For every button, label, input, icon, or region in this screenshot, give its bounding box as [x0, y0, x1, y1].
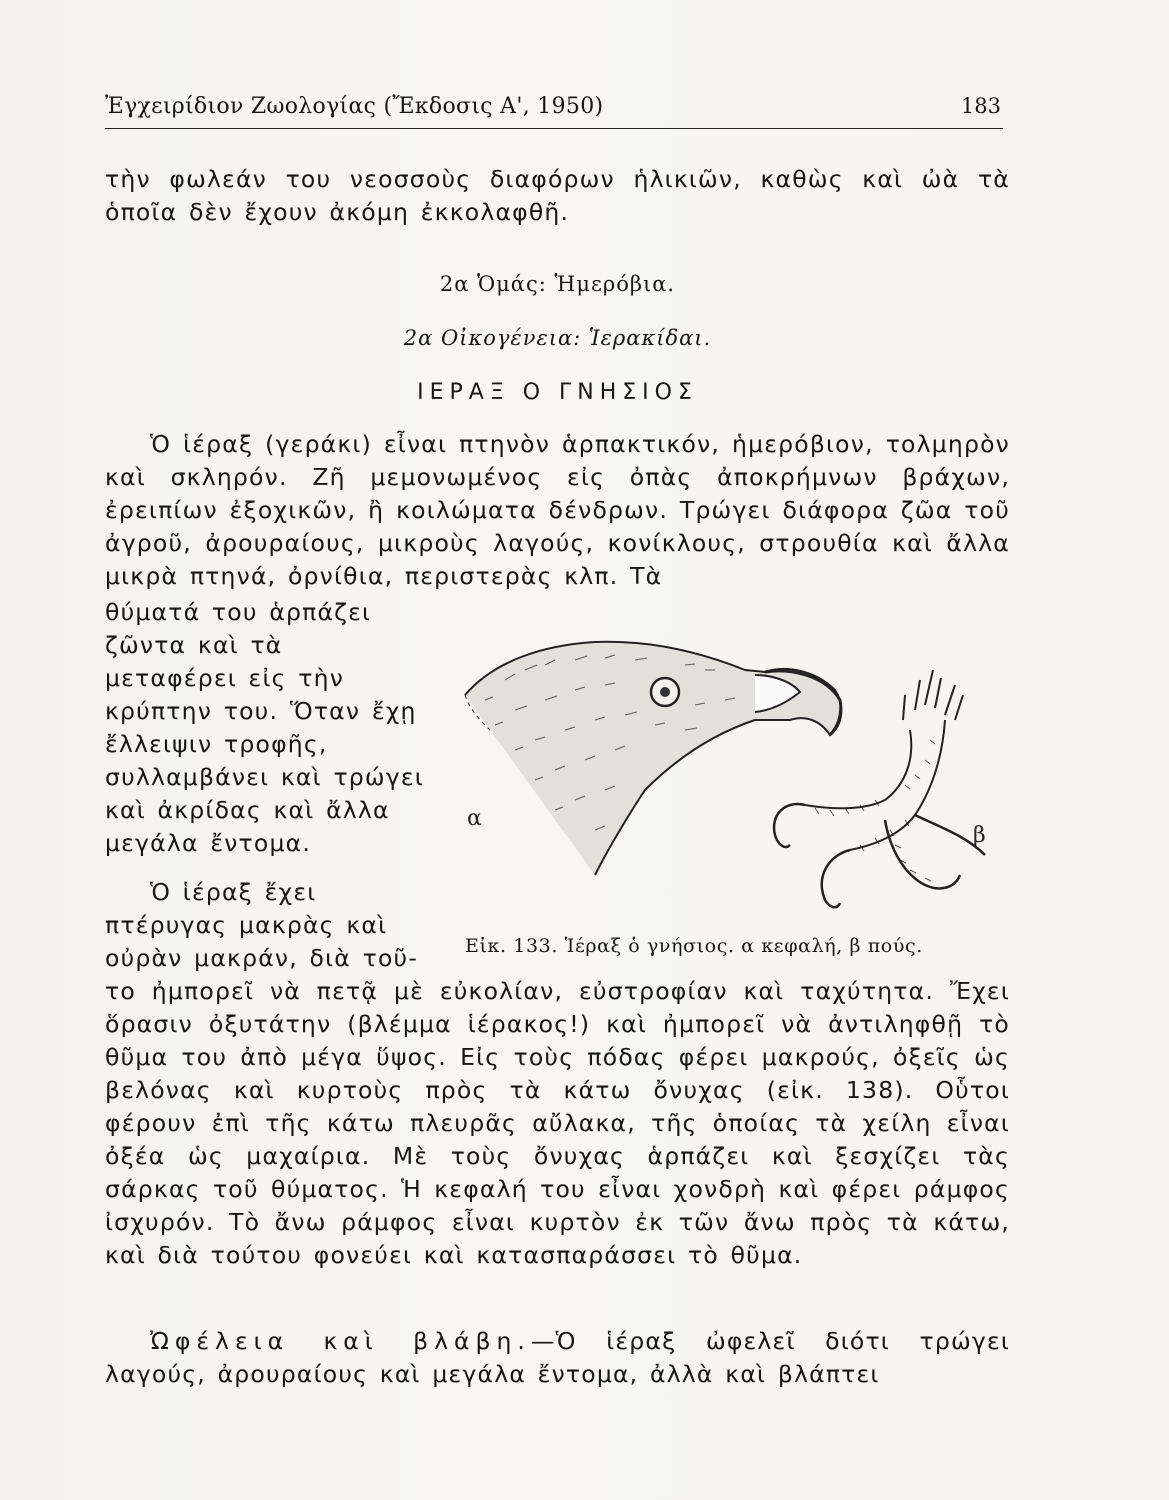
header-title: Ἐγχειρίδιον Ζωολογίας (Ἔκδοσις Α', 1950) — [105, 94, 604, 119]
family-heading: 2α Οἰκογένεια: Ἱερακίδαι. — [403, 326, 712, 350]
benefit-harm-lead: Ὠφέλεια καὶ βλάβη. — [150, 1327, 531, 1355]
figure-caption: Εἰκ. 133. Ἱέραξ ὁ γνήσιος. α κεφαλή, β πούς. — [465, 935, 923, 957]
page-number: 183 — [960, 94, 1001, 118]
label-b: β — [973, 823, 986, 848]
paragraph-continuation: τὴν φωλεάν του νεοσσοὺς διαφόρων ἡλικιῶν, καθὼς καὶ ὠὰ τὰ ὁποῖα δὲν ἔχουν ἀκόμη ἐκκολαφθῆ. — [105, 165, 1010, 226]
hawk-figure — [445, 620, 1005, 920]
species-heading: ΙΕΡΑΞ Ο ΓΝΗΣΙΟΣ — [417, 380, 698, 405]
label-a: α — [467, 806, 482, 831]
group-heading: 2α Ὁμάς: Ἡμερόβια. — [439, 272, 676, 296]
paragraph-description: Ὁ ἱέραξ (γεράκι) εἶναι πτηνὸν ἁρπακτικόν, ἡμερόβιον, τολμηρὸν καὶ σκληρόν. Ζῆ μεμονωμένος εἰς ὀπὰς ἀποκρήμνων βράχων, ἐρειπίων ἐξοχικῶν, ἢ κοιλώματα δένδρων. Τρώγει διάφορα ζῶα τοῦ ἀγροῦ, ἀρουραίους, μικροὺς λαγούς, κονίκλους, στρουθία καὶ ἄλλα μικρὰ πτηνά, ὀρνίθια, περιστερὰς κλπ. Τὰ — [105, 430, 1010, 590]
paragraph-description-wrap: θύματά του ἁρπάζει ζῶντα καὶ τὰ μεταφέρει εἰς τὴν κρύπτην του. Ὅταν ἔχῃ ἔλλειψιν τροφῆς, συλλαμβάνει καὶ τρώγει καὶ ἀκρίδας καὶ ἄλλα μεγάλα ἔντομα. — [105, 598, 424, 857]
hawk-head-icon — [465, 642, 841, 875]
paragraph-wings-wrap: Ὁ ἱέραξ ἔχει πτέρυγας μακρὰς καὶ οὐρὰν μακράν, διὰ τοῦ- — [105, 878, 419, 972]
running-header — [105, 92, 1003, 129]
paragraph-wings: το ἠμπορεῖ νὰ πετᾷ μὲ εὐκολίαν, εὐστροφίαν καὶ ταχύτητα. Ἔχει ὅρασιν ὀξυτάτην (βλέμμα ἱέρακος!) καὶ ἠμπορεῖ νὰ ἀντιληφθῇ τὸ θῦμα του ἀπὸ μέγα ὕψος. Εἰς τοὺς πόδας φέρει μακρούς, ὀξεῖς ὡς βελόνας καὶ κυρτοὺς πρὸς τὰ κάτω ὄνυχας (εἰκ. 138). Οὗτοι φέρουν ἐπὶ τῆς κάτω πλευρᾶς αὔλακα, τῆς ὁποίας τὰ χείλη εἶναι ὀξέα ὡς μαχαίρια. Μὲ τοὺς ὄνυχας ἁρπάζει καὶ ξεσχίζει τὰς σάρκας τοῦ θύματος. Ἡ κεφαλή του εἶναι χονδρὴ καὶ φέρει ράμφος ἰσχυρόν. Τὸ ἄνω ράμφος εἶναι κυρτὸν ἐκ τῶν ἄνω πρὸς τὰ κάτω, καὶ διὰ τούτου φονεύει καὶ κατασπαράσσει τὸ θῦμα. — [105, 977, 1010, 1269]
paragraph-benefit-harm — [105, 1325, 1010, 1391]
benefit-harm-text: —Ὁ ἱέραξ ὠφελεῖ διότι τρώγει λαγούς, ἀρουραίους καὶ μεγάλα ἔντομα, ἀλλὰ καὶ βλάπτει — [105, 1327, 1010, 1388]
